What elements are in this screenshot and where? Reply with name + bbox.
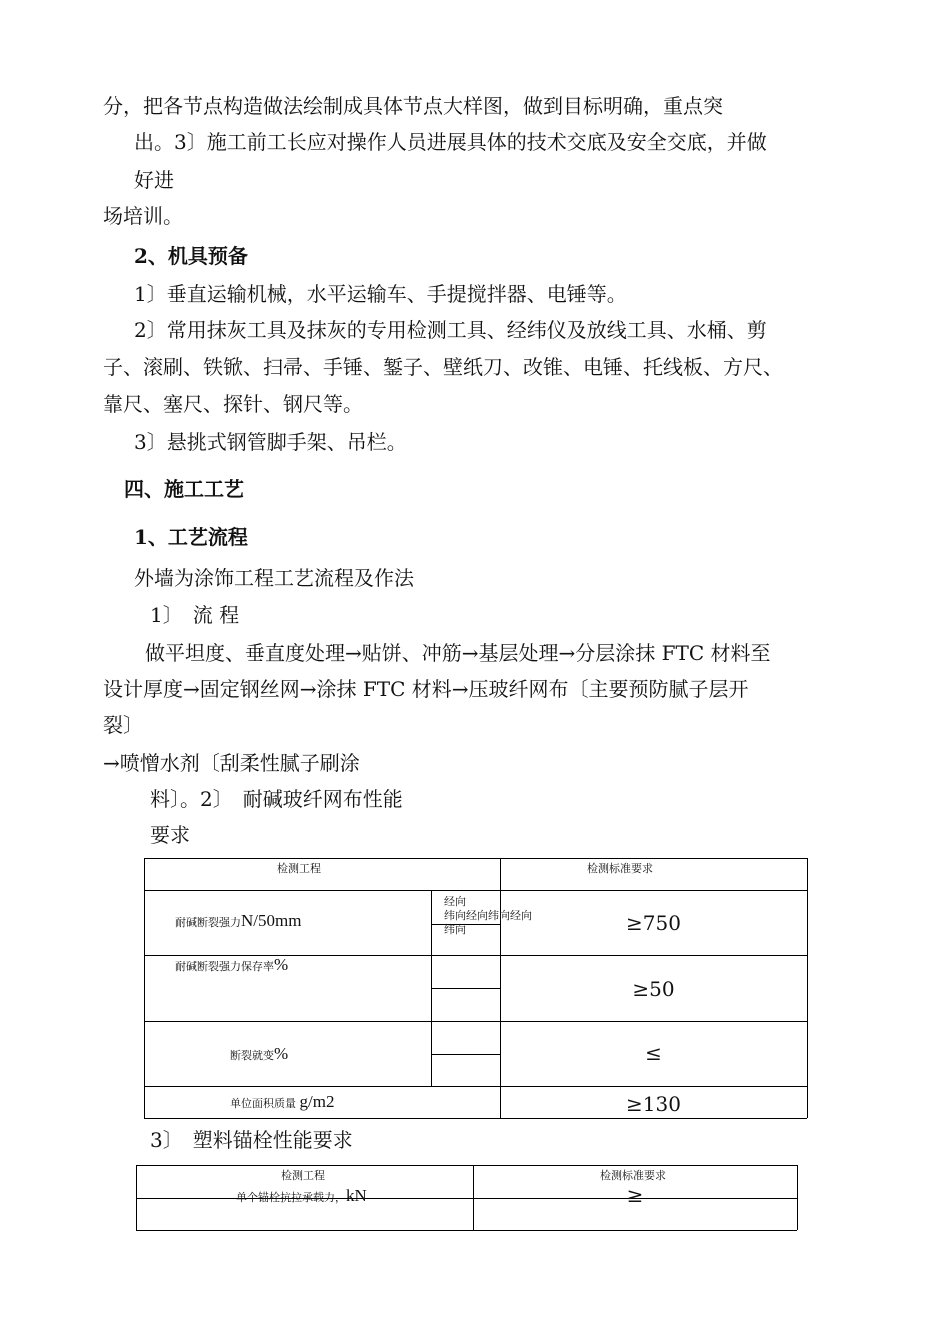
table1-row1-sub-warp: 经向 — [444, 895, 466, 908]
paragraph-line: 1〕垂直运输机械，水平运输车、手提搅拌器、电锤等。 — [134, 282, 627, 306]
row-label-text: 耐碱断裂强力保存率 — [175, 960, 274, 973]
table2-header-item: 检测工程 — [281, 1169, 325, 1182]
table1-row4-value: ≥130 — [626, 1092, 681, 1116]
row-unit: g/m2 — [299, 1092, 335, 1111]
table1-header-requirement: 检测标准要求 — [587, 862, 653, 875]
paragraph-line: 出。3〕施工前工长应对操作人员进展具体的技术交底及安全交底，并做 — [134, 130, 767, 154]
paragraph-line: 2〕常用抹灰工具及抹灰的专用检测工具、经纬仪及放线工具、水桶、剪 — [134, 318, 767, 342]
paragraph-line: 3〕悬挑式钢管脚手架、吊栏。 — [134, 430, 407, 454]
row-label-text: 断裂就变 — [230, 1049, 274, 1062]
paragraph-line: 好进 — [134, 168, 174, 192]
paragraph-line: 子、滚刷、铁锨、扫帚、手锤、錾子、壁纸刀、改锥、电锤、托线板、方尺、 — [103, 355, 783, 379]
row-label-text: 耐碱断裂强力 — [175, 916, 241, 929]
paragraph-line: 裂〕 — [103, 713, 143, 737]
section-heading-flow: 1、工艺流程 — [134, 525, 248, 549]
table1-row1-value: ≥750 — [626, 911, 681, 935]
row-label-text: 单个锚栓抗拉承载力， — [236, 1191, 346, 1204]
table1-row3-value: ≤ — [645, 1041, 662, 1065]
paragraph-line: 靠尺、塞尺、探针、钢尺等。 — [103, 392, 363, 416]
row-unit: % — [274, 955, 289, 974]
section-heading-tools: 2、机具预备 — [134, 244, 248, 268]
paragraph-line: 料〕。2〕 耐碱玻纤网布性能 — [150, 787, 403, 811]
paragraph-line: →喷憎水剂〔刮柔性腻子刷涂 — [103, 751, 360, 775]
chapter-heading-process: 四、施工工艺 — [124, 477, 244, 501]
paragraph-line: 要求 — [150, 823, 190, 847]
paragraph-line: 设计厚度→固定钢丝网→涂抹 FTC 材料→压玻纤网布〔主要预防腻子层开 — [103, 677, 749, 701]
table2-row1-label — [236, 1186, 367, 1205]
table1-row1-sub-weft: 纬向 — [444, 923, 466, 936]
table2-row1-value: ≥ — [626, 1183, 644, 1207]
paragraph-line: 3〕 塑料锚栓性能要求 — [150, 1128, 353, 1152]
table1-row3-label — [230, 1044, 289, 1063]
table1-row1-label — [175, 911, 302, 930]
table1-header-item: 检测工程 — [277, 862, 321, 875]
paragraph-line: 1〕 流 程 — [150, 603, 240, 627]
table1-row1-sub-mixed: 纬向经向纬向经向 — [444, 909, 532, 922]
row-unit: kN — [346, 1186, 367, 1205]
paragraph-line: 分，把各节点构造做法绘制成具体节点大样图，做到目标明确，重点突 — [103, 94, 723, 118]
row-unit: % — [274, 1044, 289, 1063]
table1-row2-value: ≥50 — [632, 977, 675, 1001]
table1-row4-label — [230, 1092, 335, 1111]
paragraph-line: 做平坦度、垂直度处理→贴饼、冲筋→基层处理→分层涂抹 FTC 材料至 — [145, 641, 771, 665]
paragraph-line: 外墙为涂饰工程工艺流程及作法 — [134, 566, 414, 590]
paragraph-line: 场培训。 — [103, 204, 183, 228]
row-unit: N/50mm — [241, 911, 302, 930]
table1-row2-label — [175, 955, 289, 974]
table2-header-requirement: 检测标准要求 — [600, 1169, 666, 1182]
row-label-text: 单位面积质量 — [230, 1097, 296, 1110]
